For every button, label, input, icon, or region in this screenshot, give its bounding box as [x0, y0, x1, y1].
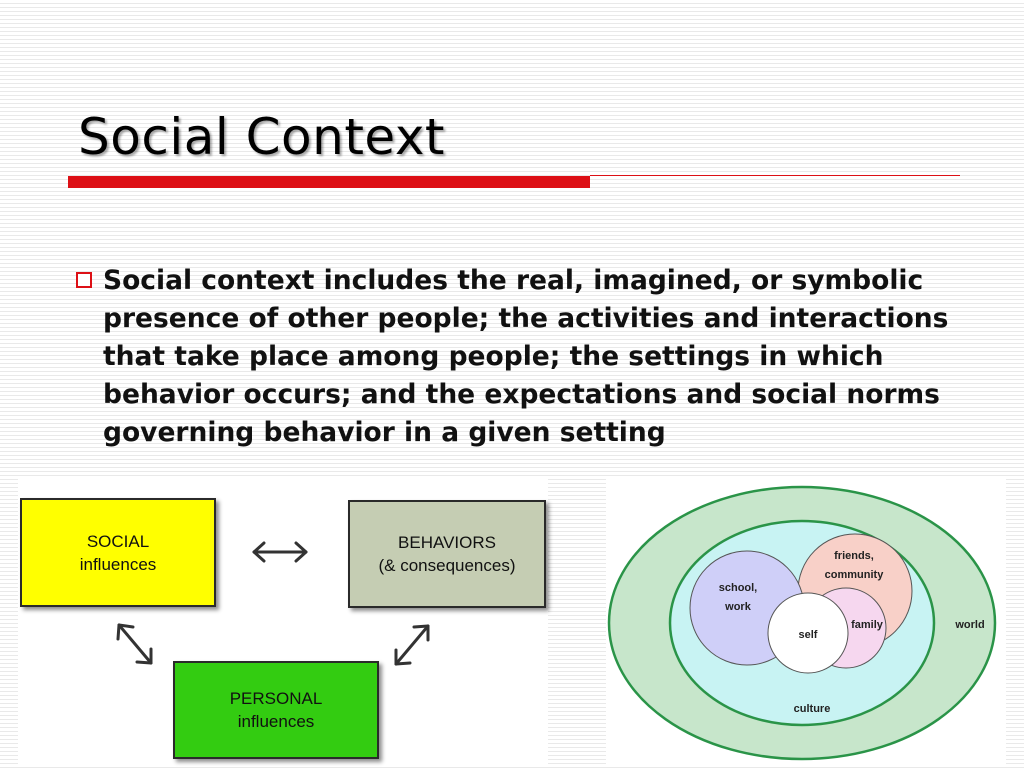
world-label: world [955, 619, 985, 631]
title-underline-thin [590, 175, 960, 176]
personal-box-line2: influences [237, 712, 315, 731]
reciprocal-influence-diagram [18, 478, 548, 765]
social-context-circles-diagram [606, 478, 1006, 765]
title-underline-thick [68, 176, 590, 188]
double-arrow-diagonal-left-icon [118, 625, 151, 663]
bullet-text: Social context includes the real, imagined, or symbolic presence of other people; the activities and interactions that take place among people; the settings in which behavior occurs; and the expectations and social norms governing behavior in a given setting [103, 265, 949, 448]
personal-box-line1: PERSONAL [229, 689, 323, 708]
family-label: family [851, 619, 883, 631]
friends-label-line1: friends, [834, 550, 874, 562]
friends-label-line2: community [824, 569, 884, 581]
double-arrow-horizontal-icon [254, 543, 306, 561]
slide-title: Social Context [78, 108, 446, 166]
self-label: self [798, 629, 818, 641]
social-box-line2: influences [79, 554, 157, 574]
arrows-layer [18, 478, 548, 765]
culture-label: culture [793, 703, 831, 715]
behaviors-box-line2: (& consequences) [378, 556, 516, 575]
social-box-line1: SOCIAL [86, 531, 150, 551]
square-bullet-icon [76, 272, 92, 288]
behaviors-box-line1: BEHAVIORS [398, 533, 496, 552]
double-arrow-diagonal-right-icon [396, 626, 428, 664]
school-label-line2: work [725, 601, 751, 613]
school-label-line1: school, [718, 582, 758, 594]
